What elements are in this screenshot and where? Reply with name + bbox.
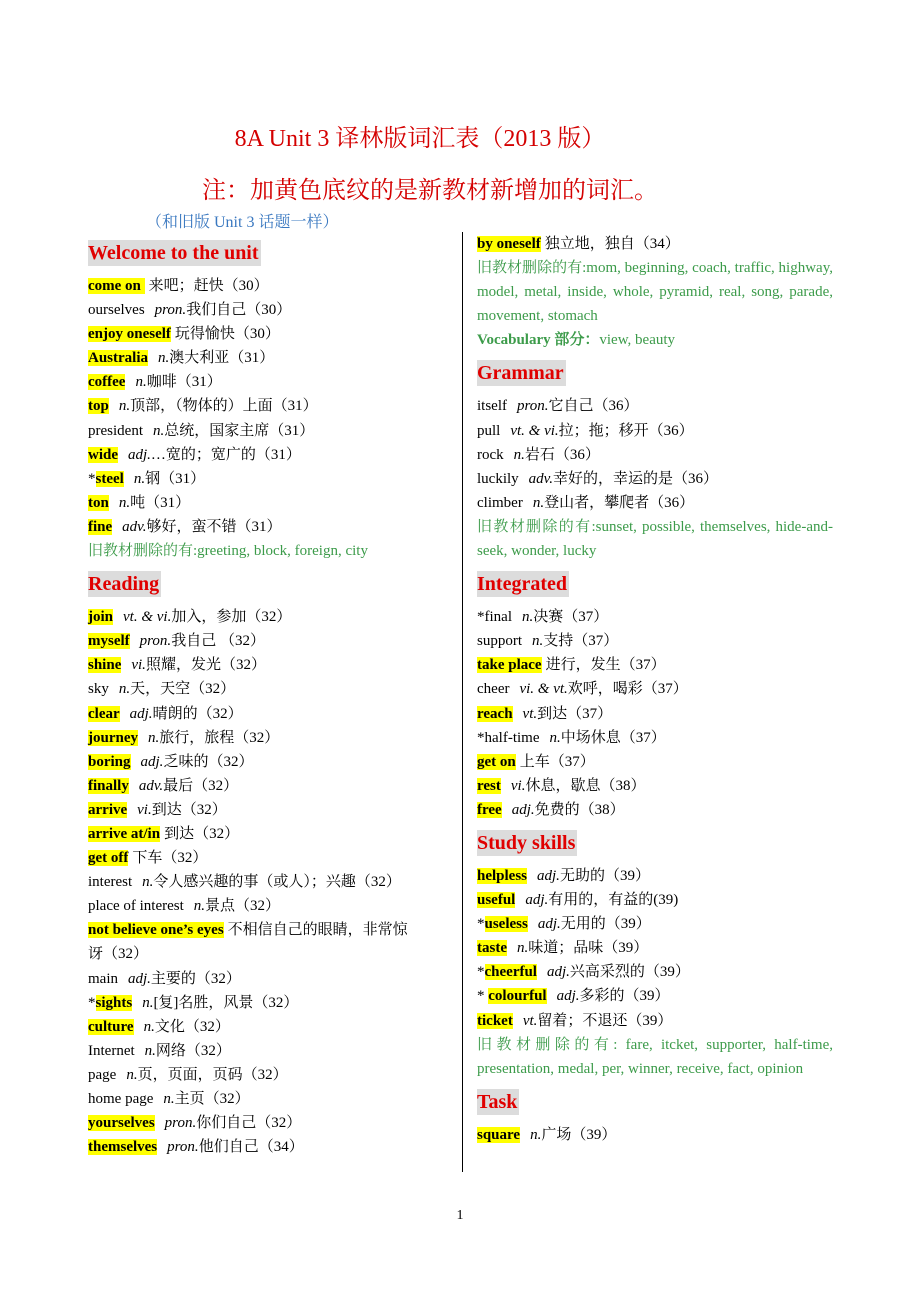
definition: 你们自己（32） [196,1115,302,1132]
vocab-entry [477,774,833,798]
definition: 旅行，旅程（32） [159,729,280,746]
vocab-word: reach [477,705,513,722]
part-of-speech: n. [143,1018,155,1035]
section-heading-row [477,822,833,864]
vocab-word: by oneself [477,236,541,252]
vocab-word: myself [88,633,130,650]
part-of-speech: adj. [537,916,561,933]
definition: 味道；品味（39） [528,940,649,957]
definition: 主要的（32） [150,970,241,987]
vocab-entry [88,894,444,918]
new-marker: * [477,916,485,933]
part-of-speech: n. [133,470,146,487]
vocab-word: top [88,398,109,415]
part-of-speech: n. [118,494,131,511]
vocab-entry [88,1015,444,1039]
definition: 到达（32） [164,825,240,842]
vocab-word: president [88,422,143,439]
vocab-entry [88,967,444,991]
vocab-word: not believe one’s eyes [88,922,224,939]
definition: 玩得愉快（30） [174,326,280,343]
definition: 够好，蛮不错（31） [146,518,282,535]
definition: 钢（31） [145,470,206,487]
definition: 不相信自己的眼睛，非常惊 [227,922,408,939]
vocab-word: yourselves [88,1115,155,1132]
definition: 欢呼，喝彩（37） [567,681,688,698]
vocab-word: page [88,1066,117,1083]
part-of-speech: adj. [525,892,549,909]
vocab-entry [477,605,833,629]
part-of-speech: vt. [522,1012,538,1029]
vocab-entry [88,419,444,443]
definition: 休息，歇息（38） [525,777,646,794]
vocab-entry [477,726,833,750]
section-heading-row [477,352,833,394]
part-of-speech: pron. [154,302,187,319]
definition: 晴朗的（32） [152,705,243,722]
part-of-speech: adj. [546,964,570,981]
section-heading: Welcome to the unit [88,242,259,264]
section-heading-row [88,563,444,605]
definition: 最后（32） [163,777,239,794]
definition: 乏味的（32） [163,753,254,770]
left-column [88,232,444,1159]
definition: 岩石（36） [524,446,600,463]
vocab-word: rock [477,446,504,463]
vocab-entry [477,232,833,256]
vocab-entry [88,774,444,798]
vocab-entry [88,467,444,491]
vocab-word: sights [95,994,133,1011]
vocab-word: square [477,1126,521,1143]
vocab-entry [88,942,444,966]
vocab-entry [477,1009,833,1033]
part-of-speech: n. [118,681,131,698]
vocab-entry [477,888,833,912]
part-of-speech: n. [135,374,147,391]
definition: 讶（32） [88,946,149,963]
vocab-word: useless [484,916,528,933]
vocab-word: themselves [88,1139,158,1156]
vocab-word: ton [88,494,109,511]
vocab-word: ourselves [88,302,145,319]
vocab-entry [477,491,833,515]
part-of-speech: n. [517,940,529,957]
vocab-entry [477,629,833,653]
part-of-speech: n. [148,729,160,746]
vocab-word: Internet [88,1042,135,1059]
vocab-entry [477,960,833,984]
vocab-word: clear [88,705,120,722]
vocab-word: ticket [477,1012,513,1029]
definition: 上车（37） [519,753,595,770]
section-heading: Task [477,1090,518,1113]
definition: 吨（31） [130,494,191,511]
part-of-speech: pron. [139,633,172,650]
definition: 顶部，（物体的）上面（31） [130,398,318,415]
definition: 咖啡（31） [146,374,222,391]
vocab-word: colourful [488,988,547,1005]
vocab-word: journey [88,729,138,746]
vocab-entry [88,394,444,418]
definition: 拉；拖；移开（36） [558,422,694,439]
vocab-word: culture [88,1018,134,1035]
part-of-speech: n. [532,494,545,511]
vocab-word: interest [88,874,133,891]
vocab-word: luckily [477,470,519,487]
vocab-word: finally [88,777,129,794]
part-of-speech: n. [152,422,165,439]
part-of-speech: pron. [167,1139,199,1156]
definition: 主页（32） [174,1091,250,1107]
definition: 支持（37） [543,633,619,650]
new-marker: * [88,470,96,487]
vocab-word: arrive [88,801,128,818]
definition: 天，天空（32） [130,681,236,698]
vocab-word: get on [477,753,516,770]
vocab-word: pull [477,422,501,439]
vocab-entry [88,726,444,750]
vocab-entry [477,1123,833,1147]
deleted-words-note: 旧教材删除的有:greeting, block, foreign, city [88,543,368,560]
definition: 下车（32） [132,850,208,867]
vocab-word: steel [95,470,124,487]
vocab-word: come on [88,278,145,294]
vocab-word: final [484,609,512,626]
part-of-speech: n. [142,874,154,891]
vocab-entry [88,1063,444,1087]
part-of-speech: vi. & vt. [519,681,568,698]
vocab-entry [88,515,444,539]
vocab-word: home page [88,1091,154,1107]
vocab-word: helpless [477,867,528,884]
vocab-entry [88,629,444,653]
part-of-speech: n. [530,1126,542,1143]
vocab-word: arrive at/in [88,825,161,842]
definition: 总统，国家主席（31） [164,422,315,439]
part-of-speech: adj. [537,867,560,884]
part-of-speech: vi. [510,777,526,794]
vocab-entry [88,750,444,774]
definition: 到达（37） [537,705,613,722]
vocabulary-note [477,328,833,352]
document-title: 8A Unit 3 译林版词汇表（2013 版） [234,126,606,152]
vocab-entry [88,298,444,322]
vocab-word: taste [477,940,507,957]
part-of-speech: n. [144,1042,156,1059]
vocab-entry [88,1135,444,1159]
definition: 有用的，有益的(39) [548,892,679,909]
definition: 我们自己（30） [186,302,292,319]
vocab-entry [88,677,444,701]
part-of-speech: n. [513,446,525,463]
part-of-speech: adv. [528,470,553,487]
section-heading-row [88,232,444,274]
vocab-entry [88,274,444,298]
part-of-speech: vt. [522,705,538,722]
definition: 来吧；赶快（30） [148,278,269,294]
vocab-word: shine [88,657,122,674]
vocab-entry [477,419,833,443]
part-of-speech: n. [549,729,561,746]
vocab-word: take place [477,657,542,674]
vocab-word: Australia [88,350,148,367]
part-of-speech: pron. [517,398,549,415]
definition: 广场（39） [541,1126,617,1143]
definition: 幸好的，幸运的是（36） [552,470,718,487]
part-of-speech: adj. [556,988,580,1005]
part-of-speech: vt. & vi. [510,422,559,439]
page-number: 1 [456,1208,464,1223]
vocab-entry [88,443,444,467]
section-heading: Reading [88,573,160,596]
part-of-speech: n. [163,1091,175,1107]
part-of-speech: n. [532,633,544,650]
part-of-speech: adj. [140,753,164,770]
definition: 兴高采烈的（39） [569,964,690,981]
definition: 无用的（39） [560,916,651,933]
definition: 我自己 （32） [171,633,265,650]
deleted-words-note: 旧教材删除的有:sunset, possible, themselves, hide-and-seek, wonder, lucky [477,518,833,560]
highlight-note: 注：加黄色底纹的是新教材新增加的词汇。 [202,178,658,204]
vocab-entry [88,846,444,870]
vocab-entry [88,370,444,394]
vocab-word: place of interest [88,898,184,915]
vocab-entry [88,346,444,370]
vocab-word: boring [88,753,131,770]
part-of-speech: pron. [164,1115,197,1132]
vocab-entry [88,798,444,822]
vocab-word: itself [477,398,507,415]
definition: 他们自己（34） [198,1139,304,1156]
definition: 页，页面，页码（32） [137,1066,288,1083]
vocab-entry [477,443,833,467]
vocab-entry [477,936,833,960]
vocab-word: main [88,970,118,987]
vocab-entry [88,322,444,346]
definition: 文化（32） [154,1018,230,1035]
vocab-entry [477,702,833,726]
vocab-entry [88,822,444,846]
vocab-entry [88,491,444,515]
vocab-word: wide [88,446,118,463]
part-of-speech: adj. [128,970,151,987]
vocabulary-words: view, beauty [599,332,676,349]
definition: 登山者，攀爬者（36） [544,494,695,511]
section-heading-row [477,1081,833,1123]
new-marker: * [477,988,489,1005]
vocab-word: cheerful [484,964,537,981]
definition: 多彩的（39） [579,988,670,1005]
vocab-word: cheer [477,681,510,698]
definition: 决赛（37） [533,609,609,626]
definition: 网络（32） [155,1042,231,1059]
new-marker: * [477,964,485,981]
part-of-speech: vi. [137,801,152,818]
definition: [复]名胜，风景（32） [153,994,299,1011]
part-of-speech: adj. [511,801,535,818]
vocab-word: join [88,609,114,626]
definition: 中场休息（37） [560,729,666,746]
vocab-word: coffee [88,374,126,391]
vocab-entry [477,984,833,1008]
vocab-entry [477,394,833,418]
part-of-speech: n. [158,350,170,367]
definition: 独立地，独自（34） [544,236,680,252]
column-divider [462,232,463,1172]
part-of-speech: adj. [128,446,151,463]
vocab-word: useful [477,892,516,909]
vocab-word: half-time [484,729,540,746]
vocab-entry [88,1111,444,1135]
definition: 到达（32） [151,801,227,818]
definition: 澳大利亚（31） [169,350,275,367]
vocab-entry [88,918,444,942]
definition: 免费的（38） [534,801,625,818]
vocab-entry [88,991,444,1015]
vocab-entry [88,1039,444,1063]
vocab-entry [88,605,444,629]
definition: 留着；不退还（39） [537,1012,673,1029]
vocabulary-label: Vocabulary 部分： [477,332,600,349]
part-of-speech: n. [118,398,131,415]
subnote: （和旧版 Unit 3 话题一样） [146,214,339,231]
definition: 进行，发生（37） [545,657,666,674]
definition: …宽的；宽广的（31） [150,446,301,463]
section-heading-row [477,563,833,605]
vocab-entry [88,702,444,726]
definition: 它自己（36） [548,398,639,415]
vocab-entry [88,653,444,677]
vocab-entry [477,912,833,936]
right-column [477,232,833,1147]
section-heading: Grammar [477,362,564,385]
vocab-entry [88,870,444,894]
definition: 加入，参加（32） [171,609,292,626]
deleted-words-note: 旧教材删除的有:mom, beginning, coach, traffic, highway, model, metal, inside, whole, pyramid, real, song, parade, movement, stomach [477,260,833,325]
part-of-speech: adv. [122,518,147,535]
vocab-word: fine [88,518,113,535]
part-of-speech: adv. [138,777,164,794]
part-of-speech: vt. & vi. [123,609,172,626]
vocab-word: climber [477,494,523,511]
part-of-speech: n. [522,609,534,626]
definition: 照耀，发光（32） [145,657,266,674]
vocab-entry [88,1087,444,1111]
new-marker: * [477,609,485,626]
part-of-speech: adj. [129,705,153,722]
part-of-speech: n. [193,898,206,915]
deleted-words-note: 旧教材删除的有: fare, itcket, supporter, half-time, presentation, medal, per, winner, receive, fact, opinion [477,1036,833,1077]
section-heading: Study skills [477,831,576,854]
vocab-entry [477,750,833,774]
vocab-word: get off [88,850,129,867]
vocab-entry [477,677,833,701]
part-of-speech: n. [126,1066,138,1083]
vocab-entry [477,864,833,888]
new-marker: * [88,994,96,1011]
definition: 无助的（39） [559,867,650,884]
definition: 景点（32） [205,898,281,915]
vocab-entry [477,467,833,491]
vocab-entry [477,653,833,677]
vocab-word: enjoy oneself [88,326,171,343]
part-of-speech: vi. [131,657,146,674]
vocab-word: support [477,633,522,650]
vocab-word: sky [88,681,109,698]
vocab-word: free [477,801,502,818]
new-marker: * [477,729,485,746]
vocab-word: rest [477,777,501,794]
definition: 令人感兴趣的事（或人）；兴趣（32） [153,874,401,891]
section-heading: Integrated [477,573,567,596]
vocab-entry [477,798,833,822]
part-of-speech: n. [142,994,154,1011]
